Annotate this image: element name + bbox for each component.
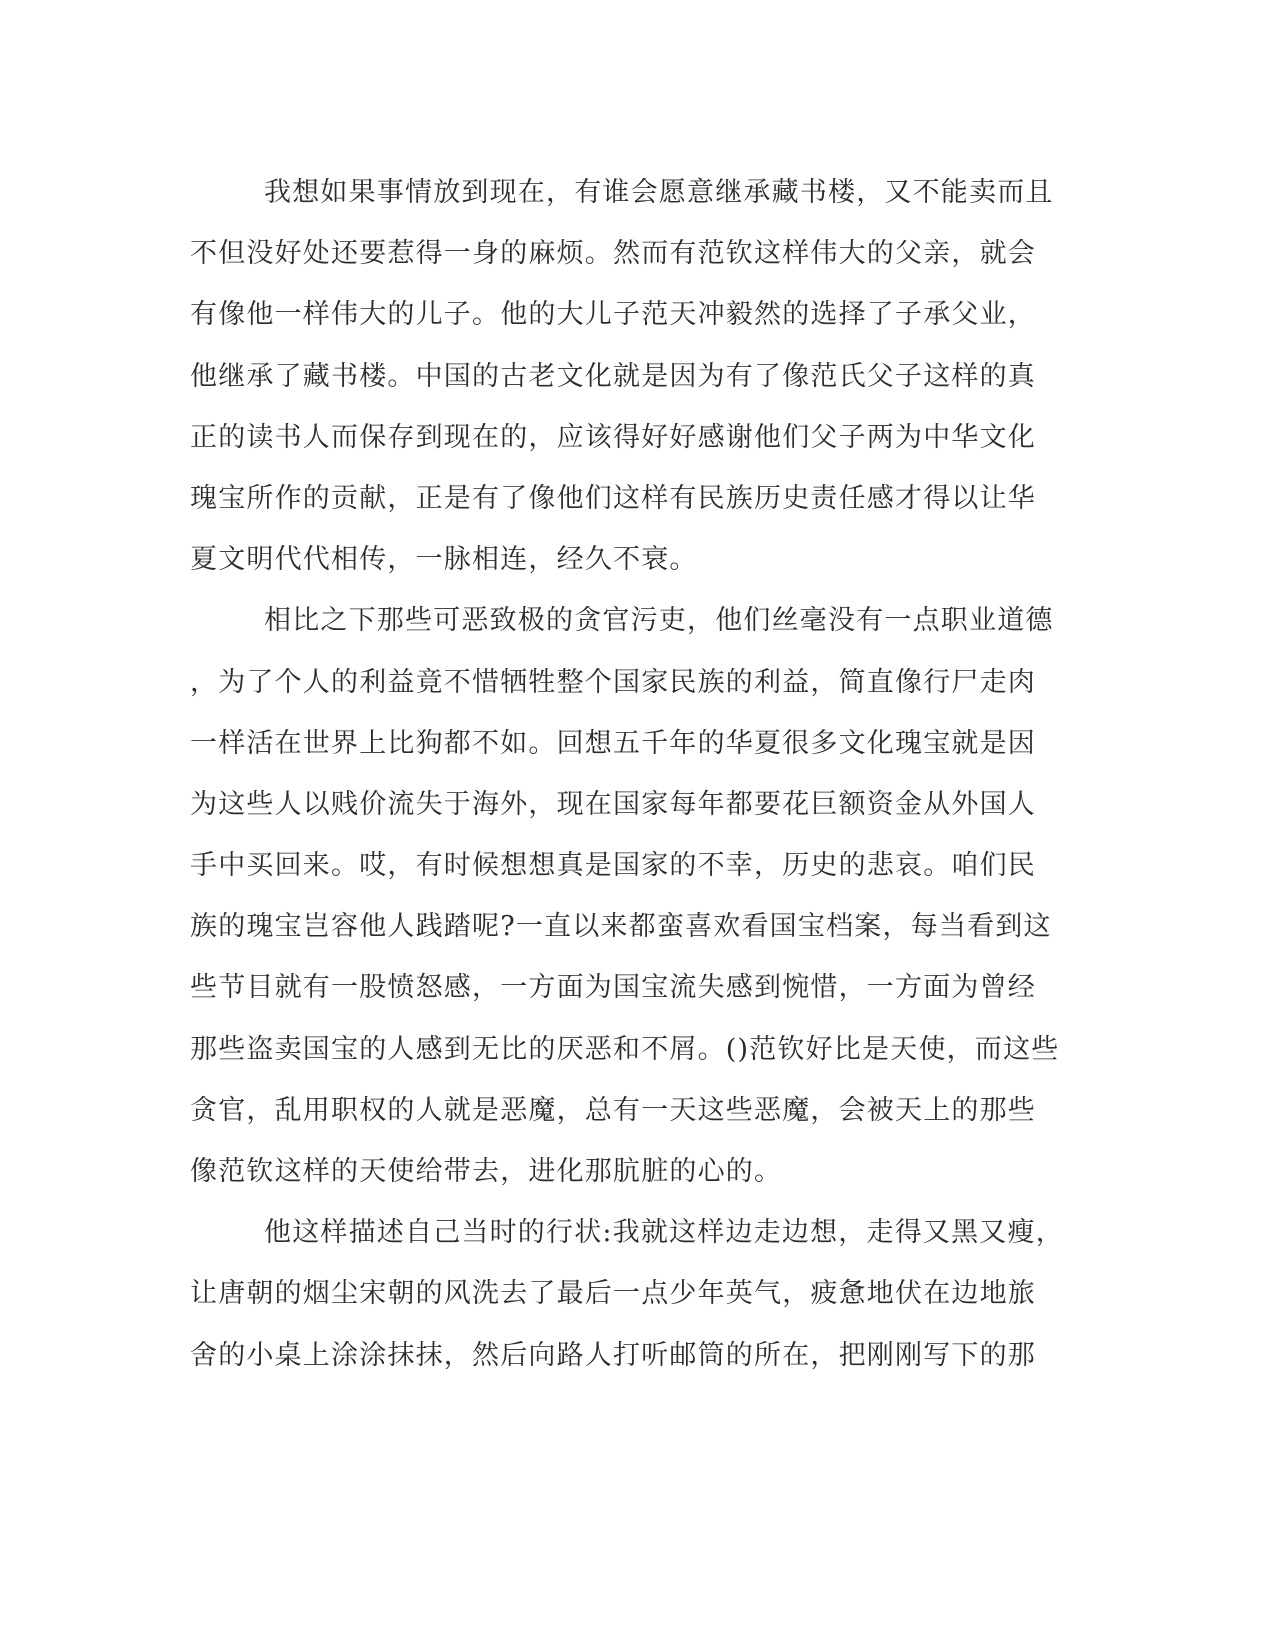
text-line: 有像他一样伟大的儿子。他的大儿子范天冲毅然的选择了子承父业， xyxy=(190,299,1036,331)
text-line: 不但没好处还要惹得一身的麻烦。然而有范钦这样伟大的父亲，就会 xyxy=(190,238,1036,270)
text-line: 些节目就有一股愤怒感，一方面为国宝流失感到惋惜，一方面为曾经 xyxy=(190,972,1036,1004)
text-line: 舍的小桌上涂涂抹抹，然后向路人打听邮筒的所在，把刚刚写下的那 xyxy=(190,1339,1036,1371)
text-line: 一样活在世界上比狗都不如。回想五千年的华夏很多文化瑰宝就是因 xyxy=(190,727,1036,759)
text-line: 正的读书人而保存到现在的，应该得好好感谢他们父子两为中华文化 xyxy=(190,421,1036,453)
body-text xyxy=(190,162,1090,1386)
text-line: 夏文明代代相传，一脉相连，经久不衰。 xyxy=(190,544,698,576)
paragraph-1 xyxy=(190,162,1090,590)
text-line: 相比之下那些可恶致极的贪官污吏，他们丝毫没有一点职业道德 xyxy=(264,605,1054,637)
text-line: 那些盗卖国宝的人感到无比的厌恶和不屑。()范钦好比是天使，而这些 xyxy=(190,1033,1060,1065)
text-line: 我想如果事情放到现在，有谁会愿意继承藏书楼，又不能卖而且 xyxy=(264,177,1054,208)
text-line: 瑰宝所作的贡献，正是有了像他们这样有民族历史责任感才得以让华 xyxy=(190,482,1036,514)
paragraph-3 xyxy=(190,1202,1090,1386)
text-line: ，为了个人的利益竟不惜牺牲整个国家民族的利益，简直像行尸走肉 xyxy=(190,666,1036,698)
text-line: 让唐朝的烟尘宋朝的风洗去了最后一点少年英气，疲惫地伏在边地旅 xyxy=(190,1278,1036,1310)
text-line: 为这些人以贱价流失于海外，现在国家每年都要花巨额资金从外国人 xyxy=(190,788,1036,820)
text-line: 像范钦这样的天使给带去，进化那肮脏的心的。 xyxy=(190,1156,783,1187)
text-line: 贪官，乱用职权的人就是恶魔，总有一天这些恶魔，会被天上的那些 xyxy=(190,1094,1036,1126)
text-line: 手中买回来。哎，有时候想想真是国家的不幸，历史的悲哀。咱们民 xyxy=(190,850,1036,882)
text-line: 他这样描述自己当时的行状:我就这样边走边想，走得又黑又瘦， xyxy=(264,1217,1064,1249)
text-line: 他继承了藏书楼。中国的古老文化就是因为有了像范氏父子这样的真 xyxy=(190,360,1036,392)
text-line: 族的瑰宝岂容他人践踏呢?一直以来都蛮喜欢看国宝档案，每当看到这 xyxy=(190,911,1052,943)
paragraph-2 xyxy=(190,590,1090,1202)
